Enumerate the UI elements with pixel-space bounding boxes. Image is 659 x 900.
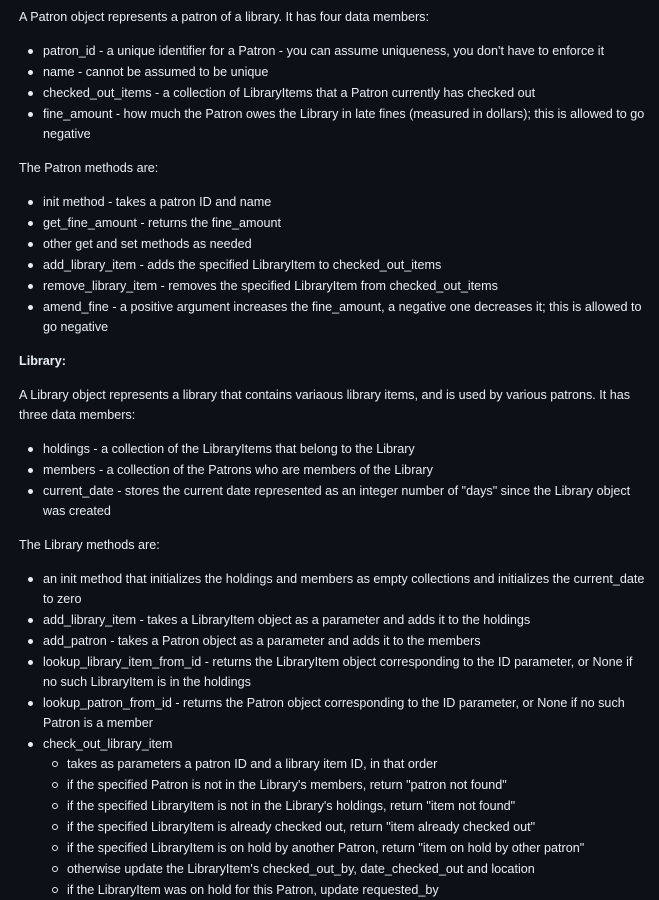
list-item: add_library_item - adds the specified LibraryItem to checked_out_items: [43, 255, 647, 275]
check-out-label: check_out_library_item: [43, 737, 173, 751]
sub-list-item: if the specified LibraryItem is on hold by another Patron, return "item on hold by other patron": [67, 838, 647, 858]
list-item: holdings - a collection of the LibraryItems that belong to the Library: [43, 439, 647, 459]
list-item-check-out: [43, 734, 647, 900]
library-heading: Library:: [19, 354, 66, 368]
list-item: fine_amount - how much the Patron owes the Library in late fines (measured in dollars); this is allowed to go negative: [43, 104, 647, 144]
patron-methods-list: [19, 192, 647, 337]
list-item: an init method that initializes the holdings and members as empty collections and initializes the current_date to zero: [43, 569, 647, 609]
list-item: members - a collection of the Patrons who are members of the Library: [43, 460, 647, 480]
list-item: add_library_item - takes a LibraryItem object as a parameter and adds it to the holdings: [43, 610, 647, 630]
list-item: lookup_patron_from_id - returns the Patron object corresponding to the ID parameter, or None if no such Patron is a member: [43, 693, 647, 733]
sub-list-item: if the LibraryItem was on hold for this Patron, update requested_by: [67, 880, 647, 900]
patron-members-list: [19, 41, 647, 144]
sub-list-item: otherwise update the LibraryItem's checked_out_by, date_checked_out and location: [67, 859, 647, 879]
patron-intro: A Patron object represents a patron of a library. It has four data members:: [19, 10, 429, 24]
list-item: remove_library_item - removes the specified LibraryItem from checked_out_items: [43, 276, 647, 296]
library-methods-intro: The Library methods are:: [19, 538, 160, 552]
sub-list-item: if the specified Patron is not in the Library's members, return "patron not found": [67, 775, 647, 795]
list-item: init method - takes a patron ID and name: [43, 192, 647, 212]
list-item: lookup_library_item_from_id - returns the LibraryItem object corresponding to the ID parameter, or None if no such LibraryItem is in the holdings: [43, 652, 647, 692]
check-out-steps-list: [43, 754, 647, 900]
sub-list-item: if the specified LibraryItem is not in the Library's holdings, return "item not found": [67, 796, 647, 816]
library-members-list: [19, 439, 647, 521]
list-item: name - cannot be assumed to be unique: [43, 62, 647, 82]
sub-list-item: if the specified LibraryItem is already checked out, return "item already checked out": [67, 817, 647, 837]
library-intro: A Library object represents a library that contains variaous library items, and is used by various patrons. It has three data members:: [19, 388, 631, 422]
list-item: get_fine_amount - returns the fine_amount: [43, 213, 647, 233]
list-item: amend_fine - a positive argument increases the fine_amount, a negative one decreases it; this is allowed to go negative: [43, 297, 647, 337]
list-item: patron_id - a unique identifier for a Patron - you can assume uniqueness, you don't have to enforce it: [43, 41, 647, 61]
list-item: other get and set methods as needed: [43, 234, 647, 254]
list-item: add_patron - takes a Patron object as a parameter and adds it to the members: [43, 631, 647, 651]
list-item: current_date - stores the current date represented as an integer number of "days" since the Library object was created: [43, 481, 647, 521]
sub-list-item: takes as parameters a patron ID and a library item ID, in that order: [67, 754, 647, 774]
library-methods-list: [19, 569, 647, 900]
list-item: checked_out_items - a collection of LibraryItems that a Patron currently has checked out: [43, 83, 647, 103]
patron-methods-intro: The Patron methods are:: [19, 161, 159, 175]
